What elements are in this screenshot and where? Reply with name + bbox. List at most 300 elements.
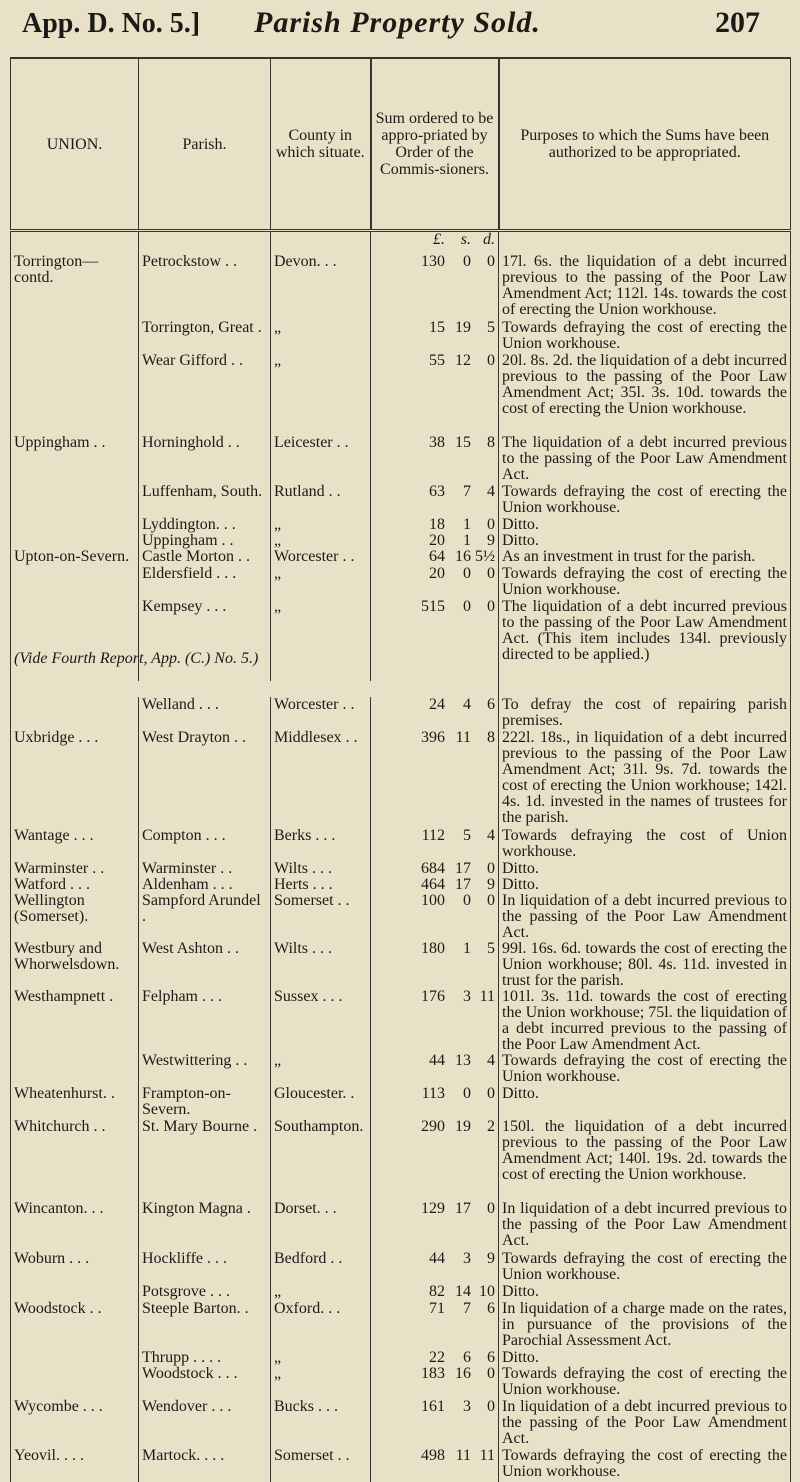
purpose-cell: [499, 877, 791, 893]
county-cell: Bucks . . .: [271, 1399, 371, 1448]
parish-cell: Potsgrove . . .: [139, 1284, 271, 1301]
shillings-value: 16: [445, 549, 471, 565]
sum-cell: [371, 517, 499, 533]
union-cell: Whitchurch . .: [11, 1119, 139, 1201]
table-row: [11, 599, 791, 681]
pence-value: 4: [471, 484, 495, 500]
table-row: [11, 1086, 791, 1119]
union-cell: [11, 1053, 139, 1086]
shillings-value: 1: [445, 533, 471, 549]
union-cell: [11, 1350, 139, 1366]
county-cell: Herts . . .: [271, 877, 371, 893]
county-cell: „: [271, 566, 371, 599]
pence-value: 5: [471, 941, 495, 957]
pence-value: 10: [471, 1284, 495, 1300]
pounds-value: 15: [407, 320, 445, 336]
sum-cell: [371, 1366, 499, 1399]
vide-reference-row: [11, 681, 791, 697]
pounds-value: 44: [407, 1053, 445, 1069]
shillings-value: 17: [445, 1201, 471, 1217]
table-row: [11, 566, 791, 599]
pence-value: 0: [471, 254, 495, 270]
county-cell: Oxford. . .: [271, 1301, 371, 1350]
shillings-value: 4: [445, 697, 471, 713]
purpose-text: In liquidation of a debt incurred previous to the passing of the Poor Law Amendment Act.: [502, 1200, 787, 1249]
pounds-value: 180: [407, 941, 445, 957]
sum-cell: [371, 1448, 499, 1482]
table-row: [11, 893, 791, 941]
sum-cell: [371, 1284, 499, 1301]
purpose-cell: [499, 697, 791, 730]
county-cell: Worcester . .: [271, 549, 371, 566]
purpose-text: Towards defraying the cost of erecting the Union workhouse.: [502, 1365, 787, 1398]
col-header-parish: Parish.: [139, 58, 271, 231]
sum-cell: [371, 320, 499, 353]
parish-cell: Westwittering . .: [139, 1053, 271, 1086]
purpose-cell: [499, 941, 791, 989]
pounds-value: 64: [407, 549, 445, 565]
purpose-cell: [499, 828, 791, 861]
pounds-value: 44: [407, 1251, 445, 1267]
purpose-text: 20l. 8s. 2d. the liquidation of a debt incurred previous to the passing of the Poor Law Amendment Act; 35l. 3s. 10d. towards the cost of erecting the Union workhouse.: [502, 352, 787, 417]
purpose-text: 101l. 3s. 11d. towards the cost of erecting the Union workhouse; 75l. the liquidation of a debt incurred previous to the passing of the Poor Law Amendment Act.: [502, 988, 787, 1053]
pounds-value: 129: [407, 1201, 445, 1217]
sum-cell: [371, 533, 499, 549]
pence-value: 0: [471, 1366, 495, 1382]
parish-cell: Torrington, Great .: [139, 320, 271, 353]
pounds-value: 22: [407, 1350, 445, 1366]
sum-cell: [371, 1201, 499, 1251]
purpose-text: Towards defraying the cost of erecting the Union workhouse.: [502, 565, 787, 598]
pounds-value: 82: [407, 1284, 445, 1300]
county-cell: Somerset . .: [271, 1448, 371, 1482]
purpose-cell: [499, 861, 791, 877]
union-cell: Westbury and Whorwelsdown.: [11, 941, 139, 989]
table-row: [11, 697, 791, 730]
parish-cell: West Ashton . .: [139, 941, 271, 989]
county-cell: Sussex . . .: [271, 989, 371, 1053]
union-cell: [11, 533, 139, 549]
table-row: [11, 320, 791, 353]
purpose-cell: [499, 435, 791, 484]
parish-cell: Sampford Arundel .: [139, 893, 271, 941]
sum-cell: [371, 435, 499, 484]
purpose-text: To defray the cost of repairing parish premises.: [502, 696, 787, 729]
purpose-cell: [499, 484, 791, 517]
shillings-value: 0: [445, 254, 471, 270]
shillings-value: 17: [445, 877, 471, 893]
sum-cell: [371, 566, 499, 599]
county-cell: „: [271, 517, 371, 533]
table-row: [11, 533, 791, 549]
county-cell: Wilts . . .: [271, 861, 371, 877]
shillings-value: 17: [445, 861, 471, 877]
purpose-text: 150l. the liquidation of a debt incurred previous to the passing of the Poor Law Amendment Act; 140l. 19s. 2d. towards the cost of erecting the Union workhouse.: [502, 1118, 787, 1183]
sum-cell: [371, 861, 499, 877]
shillings-value: 19: [445, 320, 471, 336]
union-cell: Wellington (Somerset).: [11, 893, 139, 941]
appendix-label: App. D. No. 5.]: [22, 8, 200, 40]
parish-cell: Eldersfield . . .: [139, 566, 271, 599]
pounds-value: 176: [407, 989, 445, 1005]
county-cell: Leicester . .: [271, 435, 371, 484]
county-cell: „: [271, 1366, 371, 1399]
purpose-text: Ditto.: [502, 860, 539, 877]
parish-cell: Kempsey . . .: [139, 599, 271, 681]
purpose-cell: [499, 1251, 791, 1284]
purpose-cell: [499, 517, 791, 533]
county-cell: „: [271, 353, 371, 435]
pence-value: 0: [471, 517, 495, 533]
col-header-sum-ordered: Sum ordered to be appro-priated by Order of the Commis-sioners.: [371, 58, 499, 231]
sum-cell: [371, 1251, 499, 1284]
sum-cell: [371, 893, 499, 941]
parish-cell: Hockliffe . . .: [139, 1251, 271, 1284]
col-header-purposes: Purposes to which the Sums have been authorized to be appropriated.: [499, 58, 791, 231]
parish-cell: Frampton-on-Severn.: [139, 1086, 271, 1119]
purpose-cell: [499, 1119, 791, 1201]
union-cell: Warminster . .: [11, 861, 139, 877]
parish-cell: Wendover . . .: [139, 1399, 271, 1448]
union-cell: Woodstock . .: [11, 1301, 139, 1350]
pence-value: 0: [471, 566, 495, 582]
sum-cell: [371, 1350, 499, 1366]
parish-cell: Horninghold . .: [139, 435, 271, 484]
sum-cell: [371, 941, 499, 989]
pounds-value: 161: [407, 1399, 445, 1415]
county-cell: Southampton.: [271, 1119, 371, 1201]
pence-value: 8: [471, 730, 495, 746]
pence-value: 2: [471, 1119, 495, 1135]
table-row: [11, 1053, 791, 1086]
purpose-cell: [499, 353, 791, 435]
pence-value: 0: [471, 893, 495, 909]
pence-value: 0: [471, 353, 495, 369]
pounds-value: 464: [407, 877, 445, 893]
pence-value: 5: [471, 320, 495, 336]
union-cell: Uppingham . .: [11, 435, 139, 484]
county-cell: „: [271, 533, 371, 549]
parish-cell: St. Mary Bourne .: [139, 1119, 271, 1201]
purpose-cell: [499, 1053, 791, 1086]
shillings-value: 0: [445, 599, 471, 615]
purpose-text: Towards defraying the cost of erecting the Union workhouse.: [502, 1052, 787, 1085]
pence-value: 0: [471, 1201, 495, 1217]
shillings-value: 7: [445, 1301, 471, 1317]
purpose-text: The liquidation of a debt incurred previous to the passing of the Poor Law Amendment Act.: [502, 434, 787, 483]
shillings-value: 0: [445, 1086, 471, 1102]
sum-cell: [371, 1301, 499, 1350]
pounds-value: 20: [407, 566, 445, 582]
pounds-value: 290: [407, 1119, 445, 1135]
purpose-cell: [499, 599, 791, 681]
shillings-value: 12: [445, 353, 471, 369]
union-cell: Watford . . .: [11, 877, 139, 893]
pounds-value: 684: [407, 861, 445, 877]
table-row: [11, 1399, 791, 1448]
union-cell: Woburn . . .: [11, 1251, 139, 1284]
sum-cell: [371, 1119, 499, 1201]
pounds-value: 112: [407, 828, 445, 844]
purpose-cell: [499, 320, 791, 353]
shillings-value: 3: [445, 989, 471, 1005]
pence-value: 9: [471, 533, 495, 549]
pounds-value: 71: [407, 1301, 445, 1317]
table-row: [11, 353, 791, 435]
purpose-cell: [499, 1086, 791, 1119]
union-cell: Upton-on-Severn.: [11, 549, 139, 566]
table-row: [11, 1366, 791, 1399]
shillings-value: 14: [445, 1284, 471, 1300]
ledger-body: [11, 231, 791, 1482]
pounds-value: 396: [407, 730, 445, 746]
shillings-value: 3: [445, 1399, 471, 1415]
purpose-cell: [499, 1448, 791, 1482]
purpose-text: In liquidation of a debt incurred previous to the passing of the Poor Law Amendment Act.: [502, 892, 787, 941]
sum-cell: [371, 254, 499, 320]
union-cell: Wheatenhurst. .: [11, 1086, 139, 1119]
sum-cell: [371, 877, 499, 893]
pounds-value: 498: [407, 1448, 445, 1464]
union-cell: [11, 320, 139, 353]
purpose-cell: [499, 566, 791, 599]
purpose-text: Towards defraying the cost of Union workhouse.: [502, 827, 787, 860]
parish-cell: Castle Morton . .: [139, 549, 271, 566]
purpose-text: Ditto.: [502, 532, 539, 549]
pounds-value: 24: [407, 697, 445, 713]
pence-value: 9: [471, 877, 495, 893]
unit-pence: d.: [471, 232, 495, 248]
pounds-value: 20: [407, 533, 445, 549]
purpose-cell: [499, 1284, 791, 1301]
pence-value: 11: [471, 989, 495, 1005]
county-cell: Wilts . . .: [271, 941, 371, 989]
table-row: [11, 484, 791, 517]
union-cell: Westhampnett .: [11, 989, 139, 1053]
header-row: [11, 58, 791, 231]
union-cell: [11, 599, 139, 681]
parish-cell: Aldenham . . .: [139, 877, 271, 893]
sum-cell: [371, 599, 499, 681]
county-cell: Worcester . .: [271, 697, 371, 730]
table-row: [11, 1448, 791, 1482]
sum-cell: [371, 353, 499, 435]
sum-cell: [371, 828, 499, 861]
pounds-value: 515: [407, 599, 445, 615]
sum-cell: [371, 549, 499, 566]
table-row: [11, 1301, 791, 1350]
pounds-value: 38: [407, 435, 445, 451]
parish-cell: Wear Gifford . .: [139, 353, 271, 435]
county-cell: „: [271, 1053, 371, 1086]
purpose-text: Ditto.: [502, 1283, 539, 1300]
page-number: 207: [715, 6, 760, 40]
purpose-text: Towards defraying the cost of erecting the Union workhouse.: [502, 319, 787, 352]
shillings-value: 5: [445, 828, 471, 844]
pence-value: 0: [471, 599, 495, 615]
union-cell: Wincanton. . .: [11, 1201, 139, 1251]
parish-cell: Martock. . . .: [139, 1448, 271, 1482]
unit-pounds: £.: [407, 232, 445, 248]
shillings-value: 0: [445, 893, 471, 909]
pounds-value: 55: [407, 353, 445, 369]
shillings-value: 11: [445, 1448, 471, 1464]
shillings-value: 15: [445, 435, 471, 451]
parish-cell: Felpham . . .: [139, 989, 271, 1053]
shillings-value: 11: [445, 730, 471, 746]
purpose-cell: [499, 549, 791, 566]
pence-value: 8: [471, 435, 495, 451]
purpose-cell: [499, 254, 791, 320]
pence-value: 9: [471, 1251, 495, 1267]
purpose-text: 17l. 6s. the liquidation of a debt incurred previous to the passing of the Poor Law Amendment Act; 112l. 14s. towards the cost of erecting the Union workhouse.: [502, 253, 787, 318]
parish-cell: Compton . . .: [139, 828, 271, 861]
union-cell: [11, 1284, 139, 1301]
pence-value: 11: [471, 1448, 495, 1464]
table-row: [11, 828, 791, 861]
purpose-text: Ditto.: [502, 516, 539, 533]
purpose-text: In liquidation of a debt incurred previous to the passing of the Poor Law Amendment Act.: [502, 1398, 787, 1447]
table-row: [11, 730, 791, 828]
county-cell: Berks . . .: [271, 828, 371, 861]
union-cell: [11, 1366, 139, 1399]
unit-shillings: s.: [445, 232, 471, 248]
pounds-value: 183: [407, 1366, 445, 1382]
table-row: [11, 877, 791, 893]
ledger-table-frame: [10, 57, 790, 1327]
parish-cell: Woodstock . . .: [139, 1366, 271, 1399]
pence-value: 6: [471, 1301, 495, 1317]
purpose-text: Towards defraying the cost of erecting the Union workhouse.: [502, 1250, 787, 1283]
shillings-value: 1: [445, 941, 471, 957]
county-cell: „: [271, 1350, 371, 1366]
county-cell: Dorset. . .: [271, 1201, 371, 1251]
purpose-text: Ditto.: [502, 1085, 539, 1102]
purpose-cell: [499, 533, 791, 549]
col-header-union: UNION.: [11, 58, 139, 231]
purpose-text: As an investment in trust for the parish.: [502, 548, 755, 565]
pence-value: 5½: [471, 549, 495, 565]
sum-cell: [371, 989, 499, 1053]
sum-cell: [371, 730, 499, 828]
pence-value: 0: [471, 1399, 495, 1415]
purpose-text: Ditto.: [502, 876, 539, 893]
parish-cell: Petrockstow . .: [139, 254, 271, 320]
pounds-value: 18: [407, 517, 445, 533]
pence-value: 0: [471, 1086, 495, 1102]
table-row: [11, 989, 791, 1053]
purpose-text: Towards defraying the cost of erecting the Union workhouse.: [502, 483, 787, 516]
parish-cell: Steeple Barton. .: [139, 1301, 271, 1350]
union-cell: [11, 566, 139, 599]
table-row: [11, 435, 791, 484]
union-cell: Wantage . . .: [11, 828, 139, 861]
purpose-cell: [499, 1350, 791, 1366]
table-row: [11, 1284, 791, 1301]
union-cell: Wycombe . . .: [11, 1399, 139, 1448]
col-header-county: County in which situate.: [271, 58, 371, 231]
page-title: Parish Property Sold.: [254, 6, 541, 40]
pounds-value: 130: [407, 254, 445, 270]
pence-value: 6: [471, 697, 495, 713]
union-cell: Uxbridge . . .: [11, 730, 139, 828]
purpose-text: 99l. 16s. 6d. towards the cost of erecting the Union workhouse; 80l. 4s. 11d. invested in trust for the parish.: [502, 940, 787, 989]
table-row: [11, 1350, 791, 1366]
pence-value: 0: [471, 861, 495, 877]
units-row: [11, 231, 791, 255]
purpose-cell: [499, 1366, 791, 1399]
table-row: [11, 1251, 791, 1284]
table-row: [11, 1119, 791, 1201]
union-cell: [11, 353, 139, 435]
ledger-table: [10, 57, 791, 1482]
pence-value: 4: [471, 828, 495, 844]
table-row: [11, 861, 791, 877]
county-cell: Gloucester. .: [271, 1086, 371, 1119]
purpose-cell: [499, 1399, 791, 1448]
purpose-text: The liquidation of a debt incurred previous to the passing of the Poor Law Amendment Act. (This item includes 134l. previously directed to be applied.): [502, 598, 787, 663]
parish-cell: Warminster . .: [139, 861, 271, 877]
shillings-value: 1: [445, 517, 471, 533]
county-cell: „: [271, 1284, 371, 1301]
purpose-text: 222l. 18s., in liquidation of a debt incurred previous to the passing of the Poor Law Amendment Act; 31l. 9s. 7d. towards the cost of erecting the Union workhouse; 142l. 4s. 1d. invested in the names of trustees for the parish.: [502, 729, 787, 826]
county-cell: Devon. . .: [271, 254, 371, 320]
parish-cell: West Drayton . .: [139, 730, 271, 828]
county-cell: „: [271, 320, 371, 353]
purpose-cell: [499, 893, 791, 941]
county-cell: Somerset . .: [271, 893, 371, 941]
table-row: [11, 549, 791, 566]
pounds-value: 113: [407, 1086, 445, 1102]
pounds-value: 100: [407, 893, 445, 909]
county-cell: Rutland . .: [271, 484, 371, 517]
shillings-value: 3: [445, 1251, 471, 1267]
parish-cell: Welland . . .: [139, 697, 271, 730]
parish-cell: Uppingham . .: [139, 533, 271, 549]
sum-cell: [371, 1399, 499, 1448]
shillings-value: 0: [445, 566, 471, 582]
union-cell: Yeovil. . . .: [11, 1448, 139, 1482]
purpose-cell: [499, 1301, 791, 1350]
union-cell: [11, 484, 139, 517]
sum-cell: [371, 1053, 499, 1086]
page-header: [0, 0, 800, 50]
parish-cell: Lyddington. . .: [139, 517, 271, 533]
table-row: [11, 941, 791, 989]
parish-cell: Luffenham, South.: [139, 484, 271, 517]
county-cell: Middlesex . .: [271, 730, 371, 828]
pence-value: 4: [471, 1053, 495, 1069]
county-cell: Bedford . .: [271, 1251, 371, 1284]
parish-cell: Kington Magna .: [139, 1201, 271, 1251]
sum-cell: [371, 697, 499, 730]
purpose-text: Towards defraying the cost of erecting the Union workhouse.: [502, 1447, 787, 1480]
purpose-text: Ditto.: [502, 1349, 539, 1366]
vide-reference: (Vide Fourth Report, App. (C.) No. 5.): [11, 651, 499, 667]
shillings-value: 16: [445, 1366, 471, 1382]
county-cell: „: [271, 599, 371, 681]
union-cell: [11, 697, 139, 730]
table-row: [11, 517, 791, 533]
purpose-cell: [499, 989, 791, 1053]
shillings-value: 19: [445, 1119, 471, 1135]
pence-value: 6: [471, 1350, 495, 1366]
shillings-value: 6: [445, 1350, 471, 1366]
parish-cell: Thrupp . . . .: [139, 1350, 271, 1366]
union-cell: Torrington—contd.: [11, 254, 139, 320]
units-cell: [371, 231, 499, 255]
pounds-value: 63: [407, 484, 445, 500]
